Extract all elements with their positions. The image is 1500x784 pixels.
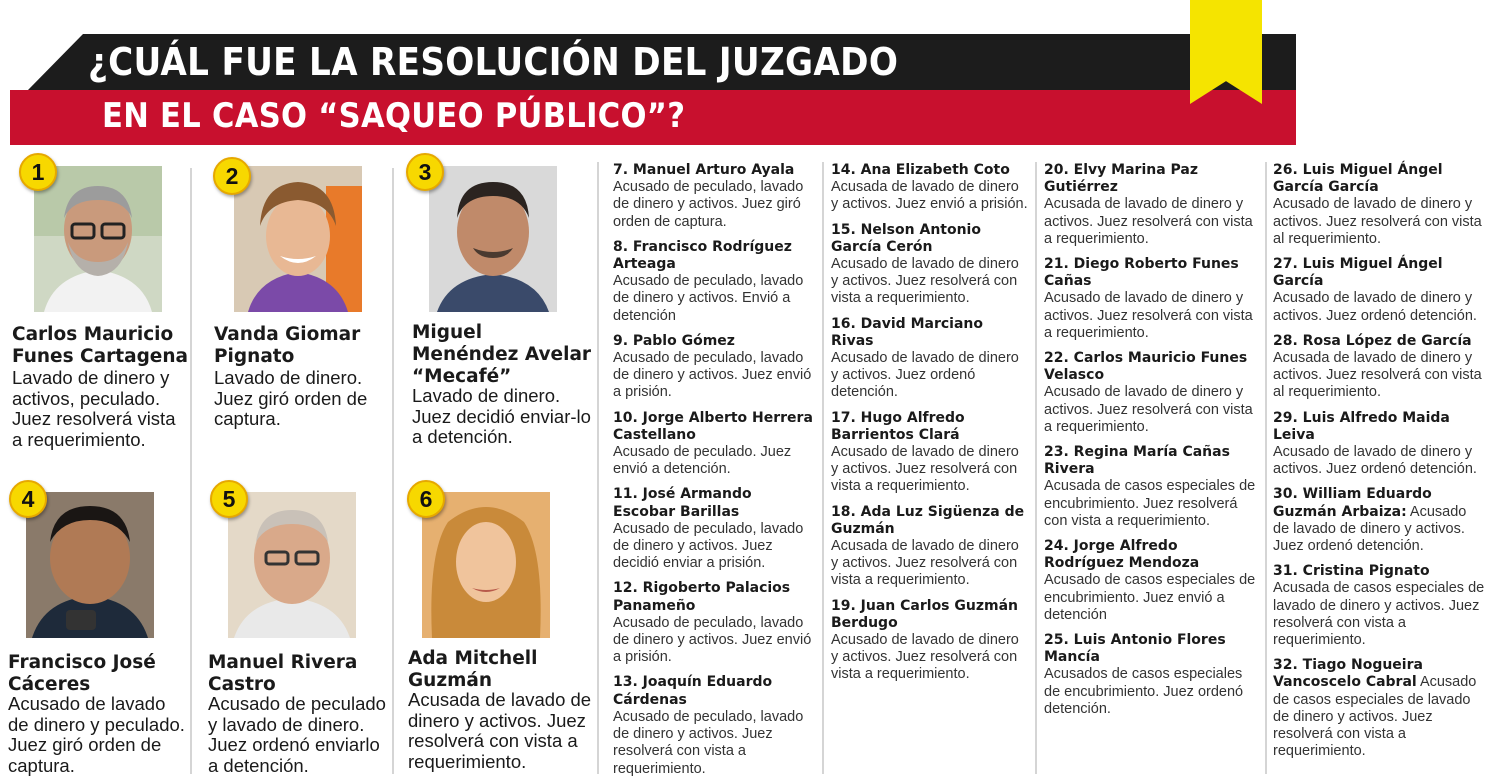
defendant-status: Acusado de peculado. Juez envió a detención. <box>613 444 792 478</box>
defendant-name: 14. Ana Elizabeth Coto <box>831 162 1010 178</box>
defendant-name: 21. Diego Roberto Funes Cañas <box>1044 256 1239 290</box>
defendant-name: 29. Luis Alfredo Maida Leiva <box>1273 409 1450 443</box>
defendant-list-column-4 <box>1273 162 1485 769</box>
defendant-name: 17. Hugo Alfredo Barrientos Clará <box>831 409 965 443</box>
defendant-status: Acusada de lavado de dinero y activos. Juez resolverá con vista a requerimiento. <box>831 538 1019 589</box>
defendant-status: Acusada de casos especiales de encubrimiento. Juez resolverá con vista a requerimiento. <box>1044 478 1256 529</box>
defendant-name: 16. David Marciano Rivas <box>831 315 983 349</box>
defendant-name: 12. Rigoberto Palacios Panameño <box>613 580 791 614</box>
defendant-name: 23. Regina María Cañas Rivera <box>1044 444 1230 478</box>
profile-name-4: Francisco José Cáceres <box>8 652 156 695</box>
defendant-status: Acusado de lavado de dinero y activos. Juez resolverá con vista a requerimiento. <box>1044 290 1253 341</box>
column-divider <box>1035 162 1037 774</box>
defendant-name: 20. Elvy Marina Paz Gutiérrez <box>1044 162 1199 196</box>
defendant-entry <box>613 580 813 666</box>
defendant-status: Acusada de lavado de dinero y activos. Juez envió a prisión. <box>831 179 1028 213</box>
defendant-entry <box>1044 538 1258 624</box>
defendant-status: Acusado de lavado de dinero y activos. Juez resolverá con vista a requerimiento. <box>831 444 1019 495</box>
defendant-status: Acusados de casos especiales de encubrimiento. Juez ordenó detención. <box>1044 666 1244 717</box>
defendant-status: Acusado de lavado de dinero y activos. Juez ordenó detención. <box>1273 290 1477 324</box>
defendant-entry <box>831 410 1029 496</box>
defendant-status: Acusada de lavado de dinero y activos. Juez resolverá con vista al requerimiento. <box>1273 350 1482 401</box>
profile-name-2: Vanda Giomar Pignato <box>214 324 361 367</box>
portrait-photo-2 <box>234 166 362 312</box>
defendant-name: 22. Carlos Mauricio Funes Velasco <box>1044 350 1248 384</box>
defendant-entry <box>1273 657 1485 760</box>
profile-desc-1: Lavado de dinero y activos, peculado. Juez resolverá vista a requerimiento. <box>12 367 176 450</box>
column-divider <box>822 162 824 774</box>
number-badge-4: 4 <box>9 480 47 518</box>
column-divider <box>597 162 599 774</box>
portrait-photo-4 <box>26 492 154 638</box>
defendant-list-column-3 <box>1044 162 1258 726</box>
defendant-entry <box>1273 162 1485 248</box>
profile-name-3: Miguel Menéndez Avelar “Mecafé” <box>412 322 592 387</box>
profile-name-6: Ada Mitchell Guzmán <box>408 648 538 691</box>
defendant-status: Acusado de peculado, lavado de dinero y activos. Juez envió a prisión. <box>613 614 812 666</box>
defendant-entry <box>831 504 1029 590</box>
defendant-status: Acusado de lavado de dinero y activos. Juez ordenó detención. <box>1273 503 1467 555</box>
defendant-status: Acusado de lavado de dinero y activos. Juez resolverá con vista a requerimiento. <box>1044 384 1253 435</box>
defendant-name: 13. Joaquín Eduardo Cárdenas <box>613 674 773 708</box>
defendant-status: Acusado de lavado de dinero y activos. Juez resolverá con vista al requerimiento. <box>1273 196 1482 247</box>
number-badge-2: 2 <box>213 157 251 195</box>
column-divider <box>1265 162 1267 774</box>
defendant-status: Acusado de peculado, lavado de dinero y activos. Juez resolverá con vista a requerimiento. <box>613 708 804 777</box>
defendant-name: 32. Tiago Nogueira Vancoscelo Cabral <box>1273 657 1423 691</box>
profile-name-5: Manuel Rivera Castro <box>208 652 358 695</box>
defendant-entry <box>1044 350 1258 436</box>
defendant-name: 27. Luis Miguel Ángel García <box>1273 256 1443 290</box>
portrait-photo-1 <box>34 166 162 312</box>
defendant-name: 8. Francisco Rodríguez Arteaga <box>613 238 792 273</box>
profile-name-1: Carlos Mauricio Funes Cartagena <box>12 324 189 367</box>
number-badge-5: 5 <box>210 480 248 518</box>
portrait-photo-3 <box>429 166 557 312</box>
defendant-entry <box>613 486 813 572</box>
defendant-entry <box>1273 256 1485 325</box>
number-badge-3: 3 <box>406 153 444 191</box>
defendant-name: 11. José Armando Escobar Barillas <box>613 486 752 520</box>
defendant-entry <box>613 239 813 325</box>
defendant-entry <box>613 333 813 402</box>
profile-desc-5: Acusado de peculado y lavado de dinero. Juez ordenó enviarlo a detención. <box>208 693 386 776</box>
defendant-name: 30. William Eduardo Guzmán Arbaiza: <box>1273 486 1432 520</box>
defendant-list-column-2 <box>831 162 1029 692</box>
defendant-entry <box>831 598 1029 684</box>
defendant-status: Acusado de lavado de dinero y activos. Juez resolverá con vista a requerimiento. <box>831 632 1019 683</box>
profile-desc-3: Lavado de dinero. Juez decidió enviar-lo a detención. <box>412 385 591 447</box>
defendant-entry <box>1044 256 1258 342</box>
profile-desc-4: Acusado de lavado de dinero y peculado. Juez giró orden de captura. <box>8 693 185 776</box>
defendant-entry <box>1044 444 1258 530</box>
defendant-entry <box>613 162 813 231</box>
defendant-name: 24. Jorge Alfredo Rodríguez Mendoza <box>1044 538 1200 572</box>
defendant-entry <box>1273 486 1485 555</box>
defendant-name: 26. Luis Miguel Ángel García García <box>1273 162 1443 196</box>
defendant-name: 28. Rosa López de García <box>1273 332 1472 349</box>
defendant-name: 9. Pablo Gómez <box>613 332 735 349</box>
defendant-name: 18. Ada Luz Sigüenza de Guzmán <box>831 503 1025 537</box>
defendant-name: 7. Manuel Arturo Ayala <box>613 162 795 178</box>
defendant-status: Acusado de lavado de dinero y activos. Juez ordenó detención. <box>831 350 1019 401</box>
defendant-status: Acusado de peculado, lavado de dinero y activos. Juez envió a prisión. <box>613 350 812 401</box>
headline-line-2: EN EL CASO “SAQUEO PÚBLICO”? <box>102 96 686 136</box>
defendant-name: 25. Luis Antonio Flores Mancía <box>1044 632 1226 666</box>
defendant-status: Acusado de casos especiales de encubrimiento. Juez envió a detención <box>1044 572 1256 623</box>
defendant-status: Acusado de peculado, lavado de dinero y activos. Juez giró orden de captura. <box>613 179 804 230</box>
defendant-entry <box>1273 333 1485 402</box>
defendant-name: 31. Cristina Pignato <box>1273 563 1430 580</box>
defendant-entry <box>1273 410 1485 479</box>
profile-desc-6: Acusada de lavado de dinero y activos. Juez resolverá con vista a requerimiento. <box>408 689 592 772</box>
portrait-photo-5 <box>228 492 356 638</box>
defendant-list-column-1 <box>613 162 813 784</box>
defendant-status: Acusada de casos especiales de lavado de dinero y activos. Juez resolverá con vista a requerimiento. <box>1273 580 1485 649</box>
number-badge-6: 6 <box>407 480 445 518</box>
defendant-status: Acusado de peculado, lavado de dinero y activos. Juez decidió enviar a prisión. <box>613 520 804 572</box>
defendant-entry <box>613 410 813 479</box>
defendant-status: Acusado de casos especiales de lavado de dinero y activos. Juez resolverá con vista a requerimiento. <box>1273 674 1477 760</box>
defendant-name: 15. Nelson Antonio García Cerón <box>831 221 981 255</box>
number-badge-1: 1 <box>19 153 57 191</box>
defendant-entry <box>613 674 813 777</box>
defendant-entry <box>1044 632 1258 718</box>
defendant-entry <box>831 222 1029 308</box>
profile-desc-2: Lavado de dinero. Juez giró orden de captura. <box>214 367 368 429</box>
defendant-status: Acusada de lavado de dinero y activos. Juez resolverá con vista a requerimiento. <box>1044 196 1253 247</box>
headline-line-1: ¿CUÁL FUE LA RESOLUCIÓN DEL JUZGADO <box>88 40 899 84</box>
column-divider <box>392 168 394 774</box>
defendant-status: Acusado de lavado de dinero y activos. Juez ordenó detención. <box>1273 444 1477 478</box>
defendant-entry <box>1044 162 1258 248</box>
defendant-status: Acusado de peculado, lavado de dinero y activos. Envió a detención <box>613 273 804 324</box>
defendant-entry <box>1273 563 1485 649</box>
defendant-status: Acusado de lavado de dinero y activos. Juez resolverá con vista a requerimiento. <box>831 256 1019 307</box>
portrait-photo-6 <box>422 492 550 638</box>
column-divider <box>190 168 192 774</box>
defendant-entry <box>831 316 1029 402</box>
defendant-entry <box>831 162 1029 214</box>
defendant-name: 10. Jorge Alberto Herrera Castellano <box>613 409 813 443</box>
defendant-name: 19. Juan Carlos Guzmán Berdugo <box>831 597 1018 631</box>
